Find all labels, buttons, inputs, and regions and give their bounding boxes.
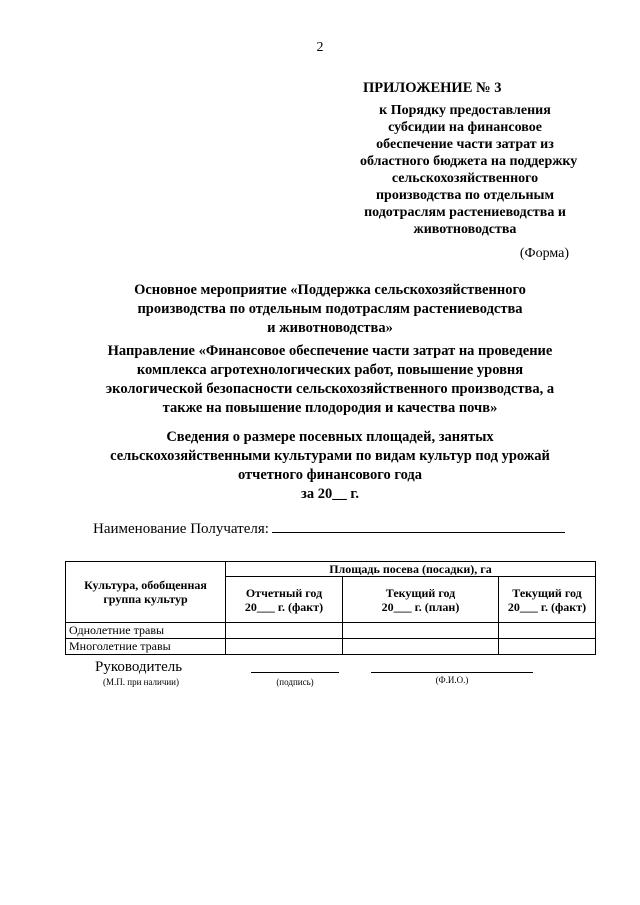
table-cell[interactable] — [343, 623, 499, 639]
info-title — [90, 428, 570, 504]
heading-line: отчетного финансового года — [237, 467, 422, 483]
table-row — [66, 639, 596, 655]
appendix-line: обеспечение части затрат из — [376, 137, 554, 152]
heading-line: комплекса агротехнологических работ, повышение уровня — [136, 362, 524, 378]
appendix-line: производства по отдельным — [375, 188, 554, 203]
appendix-line: подотраслям растениеводства и — [364, 205, 566, 220]
heading-line: производства по отдельным подотраслям растениеводства — [137, 301, 523, 317]
heading-line: Сведения о размере посевных площадей, занятых — [166, 429, 494, 445]
signature-head-label: Руководитель — [95, 659, 183, 675]
column-header-current-plan — [343, 577, 499, 623]
table-cell[interactable] — [226, 639, 343, 655]
table-cell[interactable] — [226, 623, 343, 639]
column-header-line: Отчетный год — [245, 585, 323, 600]
page-number: 2 — [316, 40, 324, 55]
appendix-line: субсидии на финансовое — [388, 120, 542, 135]
heading-line: и животноводства» — [267, 320, 393, 336]
appendix-line: областного бюджета на поддержку — [360, 154, 578, 169]
name-line[interactable] — [371, 672, 533, 673]
column-header-reporting-fact — [226, 577, 343, 623]
appendix-line: животноводства — [413, 222, 517, 237]
form-label: (Форма) — [519, 246, 569, 261]
row-name: Однолетние травы — [66, 623, 226, 639]
heading-line: Направление «Финансовое обеспечение части затрат на проведение — [107, 343, 553, 359]
direction-heading — [82, 342, 578, 418]
table-cell[interactable] — [343, 639, 499, 655]
heading-line: также на повышение плодородия и качества почв» — [162, 400, 498, 416]
name-caption: (Ф.И.О.) — [435, 675, 469, 685]
culture-column-header: Культура, обобщенная группа культур — [66, 562, 226, 623]
signature-mp-note: (М.П. при наличии) — [103, 677, 179, 687]
appendix-line: к Порядку предоставления — [379, 103, 551, 118]
heading-line: за 20__ г. — [301, 486, 359, 502]
appendix-title: ПРИЛОЖЕНИЕ № 3 — [363, 80, 502, 96]
appendix-header — [360, 80, 578, 238]
recipient-row — [93, 518, 565, 538]
recipient-label: Наименование Получателя: — [93, 521, 269, 537]
area-header: Площадь посева (посадки), га — [226, 562, 596, 577]
table-row — [66, 623, 596, 639]
column-header-line: 20___ г. (факт) — [507, 599, 587, 614]
recipient-input-line[interactable] — [272, 518, 565, 533]
column-header-line: 20___ г. (факт) — [244, 599, 324, 614]
heading-line: экологической безопасности сельскохозяйственного производства, а — [105, 381, 555, 397]
column-header-current-fact — [499, 577, 596, 623]
column-header-line: 20___ г. (план) — [381, 599, 460, 614]
table-cell[interactable] — [499, 623, 596, 639]
main-measure-heading — [90, 281, 570, 338]
column-header-line: Текущий год — [512, 585, 582, 600]
crop-area-table — [65, 561, 596, 655]
appendix-line: сельскохозяйственного — [391, 171, 539, 186]
heading-line: Основное мероприятие «Поддержка сельскохозяйственного — [134, 282, 526, 298]
table-cell[interactable] — [499, 639, 596, 655]
row-name: Многолетние травы — [66, 639, 226, 655]
signature-line[interactable] — [251, 672, 339, 673]
column-header-line: Текущий год — [385, 585, 456, 600]
signature-caption: (подпись) — [276, 677, 314, 687]
heading-line: сельскохозяйственными культурами по видам культур под урожай — [110, 448, 550, 464]
